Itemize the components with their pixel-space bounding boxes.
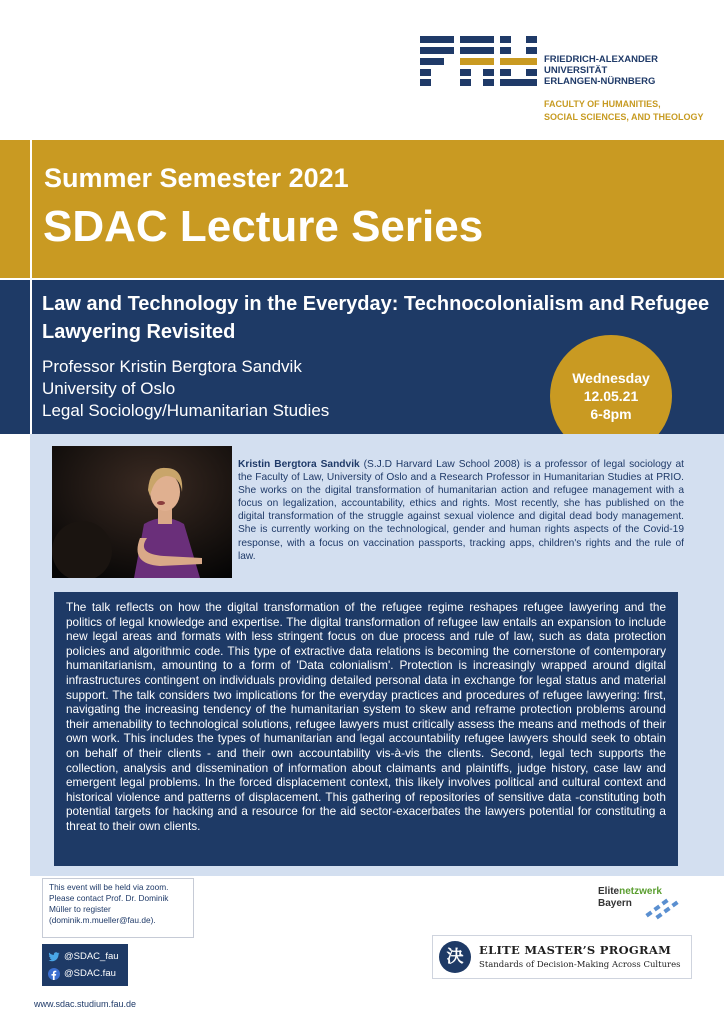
semester-heading: Summer Semester 2021: [44, 163, 349, 193]
registration-note: This event will be held via zoom. Please contact Prof. Dr. Dominik Müller to register (dominik.m.mueller@fau.de).: [42, 878, 194, 938]
speaker-field: Legal Sociology/Humanitarian Studies: [42, 401, 330, 420]
twitter-handle: @SDAC_fau: [64, 951, 119, 962]
date-value: 12.05.21: [583, 388, 639, 404]
speaker-name: Professor Kristin Bergtora Sandvik: [42, 357, 302, 376]
bio-text: (S.J.D Harvard Law School 2008) is a professor of legal sociology at the Faculty of Law, University of Oslo and a Research Professor in Humanitarian Studies at PRIO. She works on the digital transformation of humanitarian action and refugee management with a focus on legalization, accountability, ethics and rights. Most recently, she has published on the digital transformation of the struggle against sexual violence and digital dead body management. She is currently working on the technological, gender and human rights aspects of the Covid-19 response, with a focus on vaccination passports, tracking apps, children's rights and the rule of law.: [238, 459, 685, 562]
abstract-box: [54, 592, 678, 866]
elite-masters-program-logo: [432, 935, 692, 979]
twitter-icon: [48, 951, 60, 963]
program-subtitle: Standards of Decision-Making Across Cultures: [479, 960, 681, 970]
university-name: FRIEDRICH-ALEXANDER UNIVERSITÄT ERLANGEN-NÜRNBERG: [544, 54, 658, 87]
fau-logo: [420, 36, 720, 126]
bio-name: Kristin Bergtora Sandvik: [238, 459, 360, 470]
facebook-link[interactable]: [48, 965, 122, 982]
twitter-link[interactable]: [48, 948, 122, 965]
date-time: 6-8pm: [590, 406, 632, 422]
talk-abstract: The talk reflects on how the digital transformation of the refugee regime reshapes refugee lawyering and the politics of legal knowledge and expertise. The digital transformation of refugee law entails an expansion to include new legal areas and formats with less stringent focus on due process and rule of law, such as data protection policies and algorithmic code. This type of extractive data relations is becoming the cornerstone of contemporary humanitarianism, amounting to a form of 'Data colonialism'. Protection is increasingly wrapped around digital infrastructures contingent on individuals providing detailed personal data in exchange for legal status and material support. The talk considers two implications for the everyday practices and procedures of refugee lawyering: first, navigating the increasing tendency of the humanitarian system to skew and reframe protection problems around their amenability to technological solutions, refugee lawyers must critically assess the means and methods of their own work. This includes the types of humanitarian and legal accountability refugee lawyers should seek to obtain on behalf of their clients - and their own accountability vis-à-vis the clients. Second, legal tech supports the collection, analysis and dissemination of information about claimants and plaintiffs, judge history, case law and emergent legal problems. In the forced displacement context, this likely involves political and cultural context and historical violence and patterns of displacement. This gathering of repositories of sensitive data -constituting both potential targets for hacking and a resource for the aid sector-exacerbates the lawyers potential for constituting a threat to their own clients.: [66, 600, 666, 833]
series-title: SDAC Lecture Series: [43, 202, 484, 251]
talk-divider: [30, 280, 32, 434]
elite-highlight: netzwerk: [619, 886, 662, 897]
speaker-photo: [52, 446, 232, 578]
program-title: ELITE MASTER’S PROGRAM: [479, 943, 672, 957]
talk-title: Law and Technology in the Everyday: Technocolonialism and Refugee Lawyering Revisited: [42, 293, 710, 343]
speaker-affiliation: University of Oslo: [42, 379, 176, 398]
fau-logo-mark: [420, 36, 538, 86]
elite-region: Bayern: [598, 898, 632, 909]
social-links: [42, 944, 128, 986]
facebook-icon: [48, 968, 60, 980]
faculty-name: FACULTY OF HUMANITIES, SOCIAL SCIENCES, AND THEOLOGY: [544, 99, 704, 122]
date-day: Wednesday: [572, 370, 650, 386]
speaker-bio: [238, 458, 684, 563]
speaker-info: [42, 356, 329, 422]
facebook-handle: @SDAC.fau: [64, 968, 116, 979]
elitenetzwerk-logo: [584, 882, 688, 932]
speaker-photo-image: [52, 446, 232, 578]
banner-divider: [30, 140, 32, 278]
elite-prefix: Elite: [598, 886, 620, 897]
bavaria-pattern-icon: [642, 898, 686, 922]
program-seal-icon: 決: [439, 941, 471, 973]
website-link[interactable]: www.sdac.studium.fau.de: [34, 999, 137, 1009]
